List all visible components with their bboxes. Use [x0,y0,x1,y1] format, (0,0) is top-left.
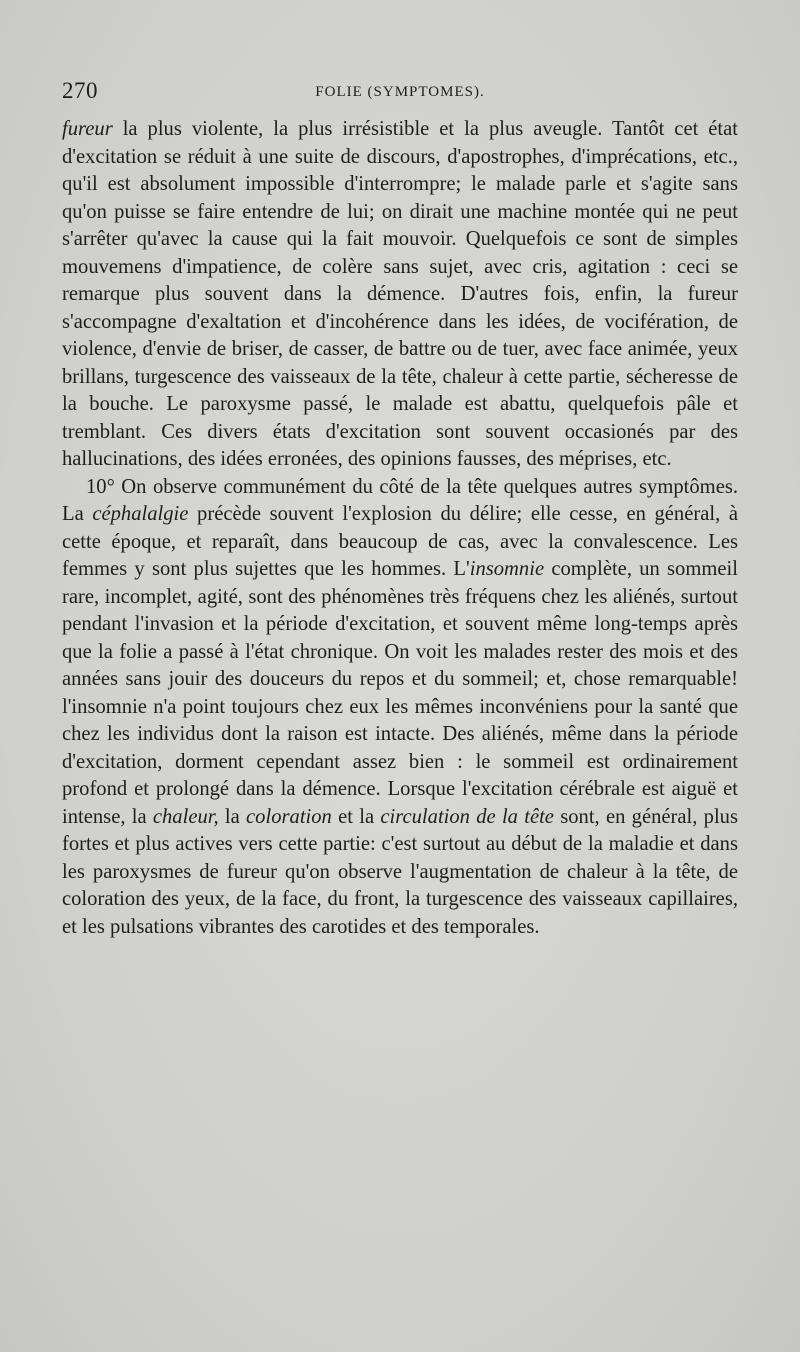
paragraph2-text-2: précède souvent l'explosion du délire; elle cesse, en général, à cette époque, et reparaît, dans beaucoup de cas, avec la convalescence. Les femmes y sont plus sujettes que les hommes. L' [62,503,738,580]
paragraph1-text: la plus violente, la plus irrésistible et la plus aveugle. Tantôt cet état d'excitation se réduit à une suite de discours, d'apostrophes, d'imprécations, etc., qu'il est absolument impossible d'interrompre; le malade parle et s'agite sans qu'on puisse se faire entendre de lui; on dirait une machine montée qui ne peut s'arrêter qu'avec la cause qui la fait mouvoir. Quelquefois ce sont de simples mouvemens d'impatience, de colère sans sujet, avec cris, agitation : ceci se remarque plus souvent dans la démence. D'autres fois, enfin, la fureur s'accompagne d'exaltation et d'incohérence dans les idées, de vocifération, de violence, d'envie de briser, de casser, de battre ou de tuer, avec face animée, yeux brillans, turgescence des vaisseaux de la tête, chaleur à cette partie, sécheresse de la bouche. Le paroxysme passé, le malade est abattu, quelquefois pâle et tremblant. Ces divers états d'excitation sont souvent occasionés par des hallucinations, des idées erronées, des opinions fausses, des méprises, etc. [62,118,738,470]
running-title: FOLIE (SYMPTOMES). [315,84,485,100]
italic-insomnie: insomnie [469,558,545,580]
italic-coloration: coloration [246,805,332,828]
paragraph2-text-4: la [218,805,247,828]
paragraph2-text-6: sont, en général, plus fortes et plus actives vers cette partie: c'est surtout au début de la maladie et dans les paroxysmes de fureur qu'on observe l'augmentation de chaleur à la tête, de coloration des yeux, de la face, du front, la turgescence des vaisseaux capillaires, et les pulsations vibrantes des carotides et des temporales. [62,805,738,938]
italic-chaleur: chaleur, [152,805,219,828]
page-header [62,78,738,108]
body-text [62,116,738,941]
paragraph-continuation [62,116,738,474]
italic-cephalalgie: céphalalgie [92,503,189,525]
paragraph2-text-3: complète, un sommeil rare, incomplet, agité, sont des phénomènes très fréquens chez les aliénés, surtout pendant l'invasion et la période d'excitation, et souvent même long-temps après que la folie a passé à l'état chronique. On voit les malades rester des mois et des années sans jouir des douceurs du repos et du sommeil; et, chose remarquable! l'insomnie n'a point toujours chez eux les mêmes inconvéniens pour la santé que chez les individus dont la raison est intacte. Des aliénés, même dans la période d'excitation, dorment cependant assez bien : le sommeil est ordinairement profond et prolongé dans la démence. Lorsque l'excitation cérébrale est aiguë et intense, la [62,558,738,828]
paragraph2-text-1: 10° On observe communément du côté de la tête quelques autres symptômes. La [62,475,738,525]
italic-fureur: fureur [62,118,113,140]
paragraph2-text-5: et la [331,805,381,828]
paragraph-symptoms-head [62,474,738,942]
book-page [62,78,738,941]
italic-circulation: circulation de la tête [380,805,554,828]
page-number: 270 [62,78,98,103]
